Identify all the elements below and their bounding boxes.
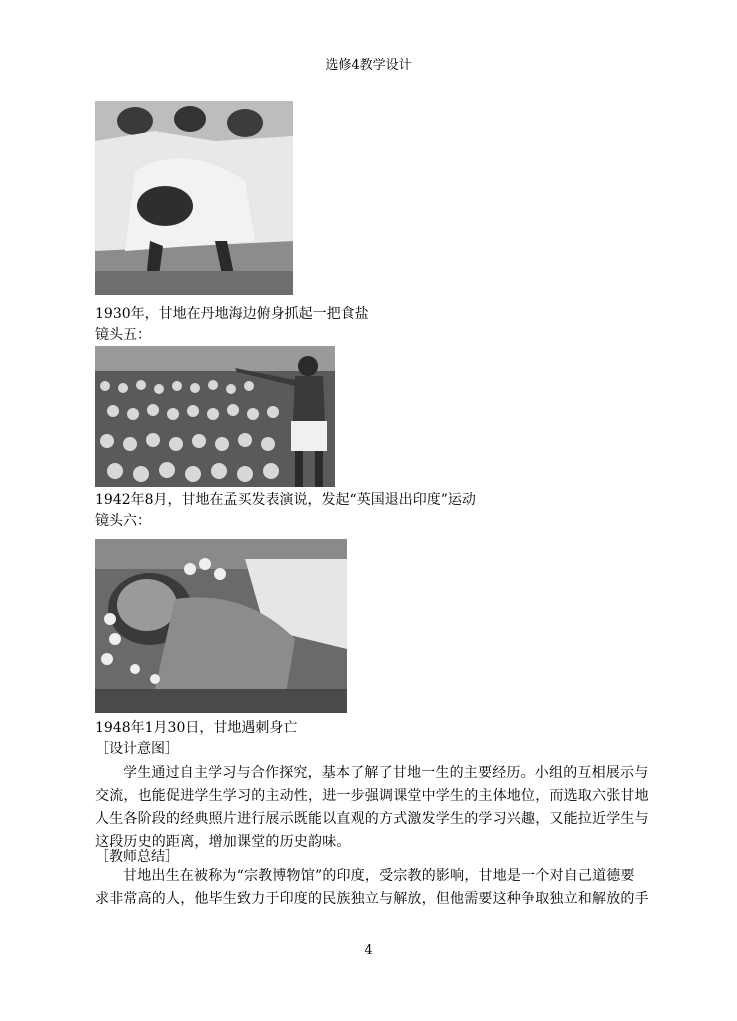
photo-bombay-speech	[95, 346, 335, 487]
page-number: 4	[364, 943, 373, 958]
caption-gandhi-death: 1948年1月30日，甘地遇刺身亡	[95, 720, 298, 736]
photo-gandhi-death	[95, 539, 347, 713]
label-scene-six: 镜头六：	[95, 513, 151, 529]
design-intent-line-2: 交流，也能促进学生学习的主动性，进一步强调课堂中学生的主体地位，而选取六张甘地	[95, 788, 649, 804]
label-scene-five: 镜头五：	[95, 327, 151, 343]
design-intent-line-3: 人生各阶段的经典照片进行展示既能以直观的方式激发学生的学习兴趣，又能拉近学生与	[95, 811, 649, 827]
teacher-summary-line-2: 求非常高的人，他毕生致力于印度的民族独立与解放，但他需要这种争取独立和解放的手	[95, 891, 649, 907]
teacher-summary-line-1: 甘地出生在被称为“宗教博物馆”的印度，受宗教的影响，甘地是一个对自己道德要	[123, 868, 635, 884]
photo-salt-march	[95, 101, 293, 295]
design-intent-line-4: 这段历史的距离，增加课堂的历史韵味。	[95, 834, 351, 850]
design-intent-line-1: 学生通过自主学习与合作探究，基本了解了甘地一生的主要经历。小组的互相展示与	[123, 765, 649, 781]
design-intent-heading: ［设计意图］	[95, 741, 179, 757]
page-header: 选修4教学设计	[325, 58, 412, 73]
caption-salt-march: 1930年，甘地在丹地海边俯身抓起一把食盐	[95, 306, 369, 322]
caption-bombay-speech: 1942年8月，甘地在孟买发表演说，发起“英国退出印度”运动	[95, 492, 476, 508]
teacher-summary-heading: ［教师总结］	[95, 849, 179, 865]
